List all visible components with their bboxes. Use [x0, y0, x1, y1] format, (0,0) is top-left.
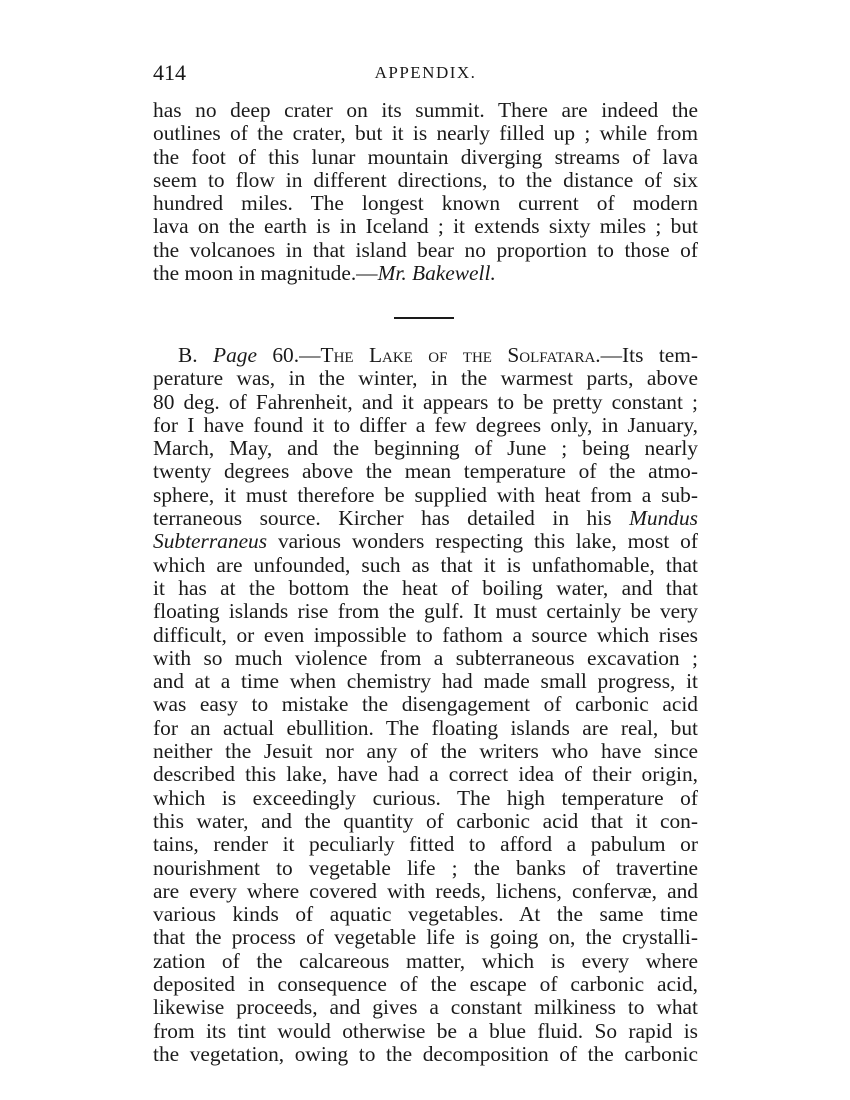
page-number: 414 — [153, 60, 186, 85]
text-line: was easy to mistake the disengagement of carbonic acid — [153, 692, 698, 717]
text-line: sphere, it must therefore be supplied with heat from a sub- — [153, 482, 698, 507]
text-line — [153, 507, 698, 530]
text-line: difficult, or even impossible to fathom a source which rises — [153, 622, 698, 647]
text-line: tains, render it peculiarly fitted to afford a pabulum or — [153, 832, 698, 857]
text-line: described this lake, have had a correct idea of their origin, — [153, 762, 698, 787]
text-line: the volcanoes in that island bear no proportion to those of — [153, 237, 698, 262]
text-line: 80 deg. of Fahrenheit, and it appears to be pretty constant ; — [153, 389, 698, 414]
section-title: APPENDIX. — [374, 63, 477, 82]
text-line: which are unfounded, such as that it is unfathomable, that — [153, 552, 698, 577]
text-line: zation of the calcareous matter, which is every where — [153, 948, 698, 973]
text-line: the foot of this lunar mountain diverging streams of lava — [153, 144, 698, 169]
text-line: it has at the bottom the heat of boiling water, and that — [153, 575, 698, 600]
text-line: neither the Jesuit nor any of the writers who have since — [153, 739, 698, 764]
note-page-number: 60.— — [256, 343, 321, 367]
text-line-start: the moon in magnitude.— — [153, 261, 378, 286]
text-line-start: terraneous source. Kircher has detailed in his — [153, 506, 630, 531]
text-line: that the process of vegetable life is going on, the crystalli- — [153, 925, 698, 950]
text-line: seem to flow in different directions, to the distance of six — [153, 167, 698, 192]
text-line: perature was, in the winter, in the warmest parts, above — [153, 366, 698, 391]
text-line: has no deep crater on its summit. There are indeed the — [153, 98, 698, 122]
paragraph-lake-solfatara — [153, 344, 698, 1066]
paragraph-lunar-volcanoes — [153, 99, 698, 285]
book-title-part-1: Mundus — [629, 506, 698, 531]
text-line: for I have found it to differ a few degrees only, in January, — [153, 412, 698, 437]
text-line: the vegetation, owing to the decomposition of the carbonic — [153, 1041, 698, 1066]
text-line: March, May, and the beginning of June ; being nearly — [153, 436, 698, 461]
text-line: deposited in consequence of the escape of carbonic acid, — [153, 972, 698, 997]
text-line: floating islands rise from the gulf. It must certainly be very — [153, 599, 698, 624]
note-page-label: Page — [213, 343, 257, 367]
text-line: and at a time when chemistry had made small progress, it — [153, 669, 698, 694]
note-letter: B. — [178, 343, 214, 367]
text-line: from its tint would otherwise be a blue fluid. So rapid is — [153, 1018, 698, 1043]
text-line: with so much violence from a subterraneous excavation ; — [153, 645, 698, 670]
note-title: The Lake of the Solfatara. — [320, 343, 601, 367]
text-line: hundred miles. The longest known current of modern — [153, 191, 698, 216]
text-line-end: —Its tem- — [600, 343, 699, 367]
text-line: various kinds of aquatic vegetables. At the same time — [153, 902, 698, 927]
text-line: for an actual ebullition. The floating islands are real, but — [153, 715, 698, 740]
text-line: likewise proceeds, and gives a constant milkiness to what — [153, 995, 698, 1020]
section-divider — [394, 317, 454, 319]
text-line: are every where covered with reeds, lichens, confervæ, and — [153, 878, 698, 903]
attribution: Mr. Bakewell. — [377, 261, 496, 286]
text-line — [153, 530, 698, 553]
text-line: twenty degrees above the mean temperature of the atmo- — [153, 459, 698, 484]
text-line: outlines of the crater, but it is nearly filled up ; while from — [153, 121, 698, 146]
text-line: nourishment to vegetable life ; the banks of travertine — [153, 855, 698, 880]
note-heading-line — [153, 344, 698, 367]
book-title-part-2: Subterraneus — [153, 529, 268, 554]
text-line: which is exceedingly curious. The high temperature of — [153, 785, 698, 810]
text-line — [153, 262, 698, 285]
text-line: this water, and the quantity of carbonic acid that it con- — [153, 808, 698, 833]
text-line: lava on the earth is in Iceland ; it extends sixty miles ; but — [153, 214, 698, 239]
text-line-end: various wonders respecting this lake, most of — [267, 529, 698, 554]
running-head — [153, 58, 698, 88]
